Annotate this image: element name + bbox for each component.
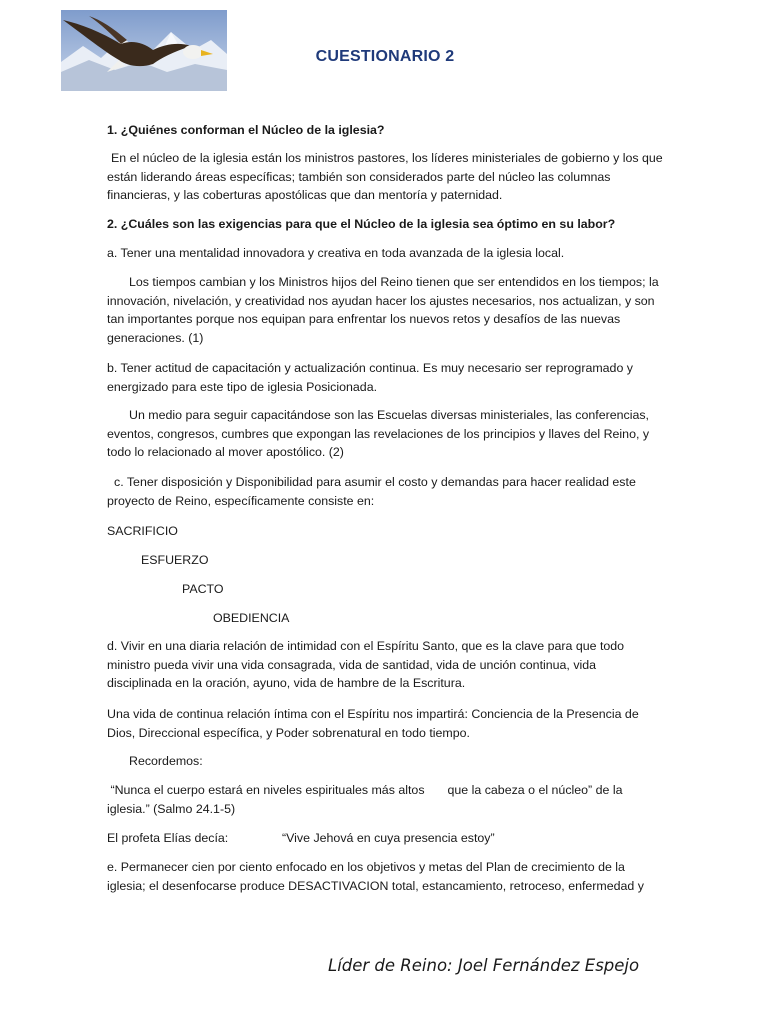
item-b: b. Tener actitud de capacitación y actualización continua. Es muy necesario ser reprogramado y energizado para este tipo de iglesia Posicionada. [107, 361, 633, 394]
item-d-detail: Una vida de continua relación íntima con el Espíritu nos impartirá: Conciencia de la Presencia de Dios, Direccional específica, y Poder sobrenatural en todo tiempo. [107, 707, 639, 740]
question-1-heading: 1. ¿Quiénes conforman el Núcleo de la iglesia? [107, 123, 385, 137]
elias-label: El profeta Elías decía: [107, 831, 229, 845]
question-1-answer: En el núcleo de la iglesia están los ministros pastores, los líderes ministeriales de gobierno y los que están liderando áreas específicas; también son considerados parte del núcleo las columnas financieras, y las coberturas apostólicas que dan mentoría y paternidad. [107, 151, 663, 203]
item-a: a. Tener una mentalidad innovadora y creativa en toda avanzada de la iglesia local. [107, 246, 565, 260]
step-obediencia: OBEDIENCIA [213, 611, 290, 625]
question-2-heading: 2. ¿Cuáles son las exigencias para que el Núcleo de la iglesia sea óptimo en su labor? [107, 217, 616, 231]
elias-quote: “Vive Jehová en cuya presencia estoy” [282, 831, 495, 845]
item-d: d. Vivir en una diaria relación de intimidad con el Espíritu Santo, que es la clave para que todo ministro pueda vivir una vida consagrada, vida de santidad, vida de unción continua, vida disciplinada en la oración, ayuno, vida de hambre de la Escritura. [107, 639, 625, 691]
item-a-detail: Los tiempos cambian y los Ministros hijos del Reino tienen que ser entendidos en los tiempos; la innovación, nivelación, y creatividad nos ayudan hacer los ajustes necesarios, nos actualizan, y son tan importantes porque nos equipan para enfrentar los nuevos retos y desafíos de las nuevas generaciones. (1) [107, 275, 659, 346]
quote-part-2: que la cabeza o el núcleo” de la iglesia.” (Salmo 24.1-5) [107, 783, 623, 816]
signature: Líder de Reino: Joel Fernández Espejo [328, 956, 640, 975]
recordemos-label: Recordemos: [129, 754, 203, 768]
quote-part-1: “Nunca el cuerpo estará en niveles espirituales más altos [110, 783, 425, 797]
step-pacto: PACTO [182, 582, 224, 596]
eagle-logo-image [61, 10, 227, 91]
item-b-detail: Un medio para seguir capacitándose son las Escuelas diversas ministeriales, las conferencias, eventos, congresos, cumbres que expongan las revelaciones de los principios y llaves del Reino, y todo lo relacionado al mover apostólico. (2) [107, 408, 650, 460]
page-title: CUESTIONARIO 2 [315, 48, 455, 65]
item-e: e. Permanecer cien por ciento enfocado en los objetivos y metas del Plan de crecimiento de la iglesia; el desenfocarse produce DESACTIVACION total, estancamiento, retroceso, enfermedad y [107, 860, 644, 893]
step-esfuerzo: ESFUERZO [141, 553, 209, 567]
quote-line [107, 781, 663, 818]
step-sacrificio: SACRIFICIO [107, 524, 178, 538]
item-c: c. Tener disposición y Disponibilidad para asumir el costo y demandas para hacer realidad este proyecto de Reino, específicamente consiste en: [107, 475, 636, 508]
